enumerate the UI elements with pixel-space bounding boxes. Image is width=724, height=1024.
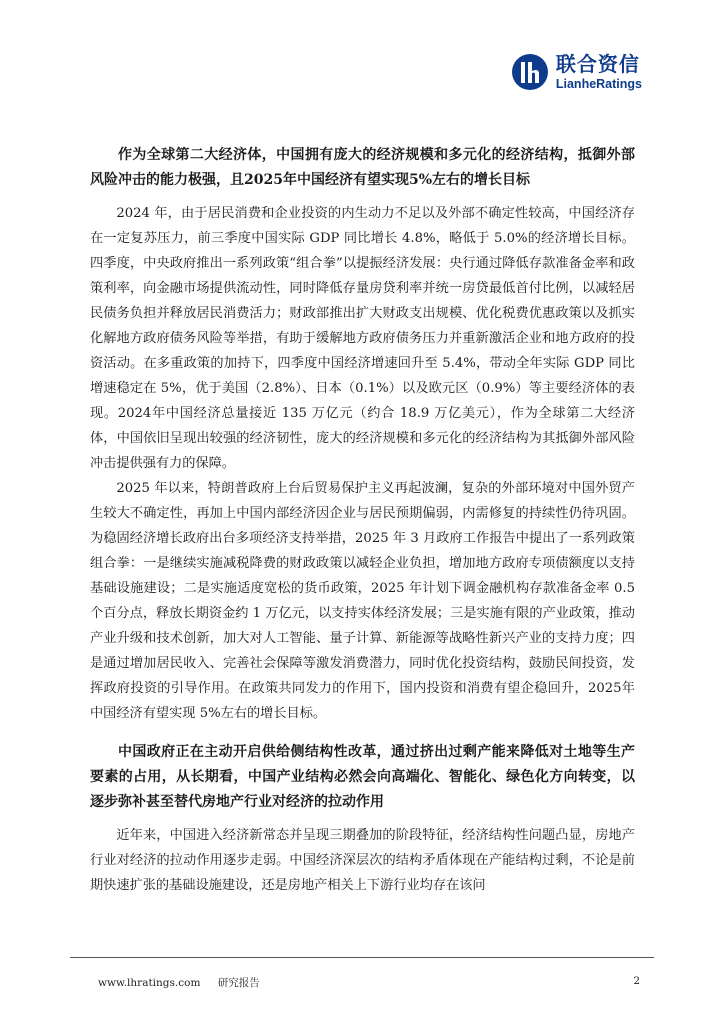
page-footer [98,975,640,990]
page-number: 2 [633,975,640,987]
company-logo [510,52,642,92]
logo-name-cn: 联合资信 [555,51,640,76]
section-1-paragraph-1: 2024 年，由于居民消费和企业投资的内生动力不足以及外部不确定性较高，中国经济存在一定复苏压力，前三季度中国实际 GDP 同比增长 4.8%，略低于 5.0%的经济增长目标。四季度，中央政府推出一系列政策“组合拳”以提振经济发展：央行通过降低存款准备金率和政策利率，向金融市场提供流动性，同时降低存量房贷利率并统一房贷最低首付比例，以减轻居民债务负担并释放居民消费活力；财政部推出扩大财政支出规模、优化税费优惠政策以及抓实化解地方政府债务风险等举措，有助于缓解地方政府债务压力并重新激活企业和地方政府的投资活动。在多重政策的加持下，四季度中国经济增速回升至 5.4%，带动全年实际 GDP 同比增速稳定在 5%，优于美国（2.8%）、日本（0.1%）以及欧元区（0.9%）等主要经济体的表现。2024年中国经济总量接近 135 万亿元（约合 18.9 万亿美元），作为全球第二大经济体，中国依旧呈现出较强的经济韧性，庞大的经济规模和多元化的经济结构为其抵御外部风险冲击提供强有力的保障。 [90,206,635,471]
logo-name-en: LianheRatings [555,76,642,91]
logo-text [555,51,642,91]
section-2-paragraph-1: 近年来，中国进入经济新常态并呈现三期叠加的阶段特征，经济结构性问题凸显，房地产行业对经济的拉动作用逐步走弱。中国经济深层次的结构矛盾体现在产能结构过剩，不论是前期快速扩张的基础设施建设，还是房地产相关上下游行业均存在该问 [90,828,635,893]
section-1-paragraph-2: 2025 年以来，特朗普政府上台后贸易保护主义再起波澜，复杂的外部环境对中国外贸产生较大不确定性，再加上中国内部经济因企业与居民预期偏弱，内需修复的持续性仍待巩固。为稳固经济增长政府出台多项经济支持举措，2025 年 3 月政府工作报告中提出了一系列政策组合拳：一是继续实施减税降费的财政政策以减轻企业负担，增加地方政府专项债额度以支持基础设施建设；二是实施适度宽松的货币政策，2025 年计划下调金融机构存款准备金率 0.5 个百分点，释放长期资金约 1 万亿元，以支持实体经济发展；三是实施有限的产业政策，推动产业升级和技术创新，加大对人工智能、量子计算、新能源等战略性新兴产业的支持力度；四是通过增加居民收入、完善社会保障等激发消费潜力，同时优化投资结构，鼓励民间投资，发挥政府投资的引导作用。在政策共同发力的作用下，国内投资和消费有望企稳回升，2025年中国经济有望实现 5%左右的增长目标。 [90,481,635,721]
section-2-heading: 中国政府正在主动开启供给侧结构性改革，通过挤出过剩产能来降低对土地等生产要素的占用，从长期看，中国产业结构必然会向高端化、智能化、绿色化方向转变，以逐步弥补甚至替代房地产行业对经济的拉动作用 [90,744,635,810]
footer-doc-type: 研究报告 [217,977,260,989]
report-body [90,143,635,898]
footer-website-link[interactable]: www.lhratings.com [98,977,201,989]
footer-divider [70,957,654,958]
lianhe-logo-icon [510,52,550,92]
section-1-heading: 作为全球第二大经济体，中国拥有庞大的经济规模和多元化的经济结构，抵御外部风险冲击的能力极强，且2025年中国经济有望实现5%左右的增长目标 [90,147,635,188]
